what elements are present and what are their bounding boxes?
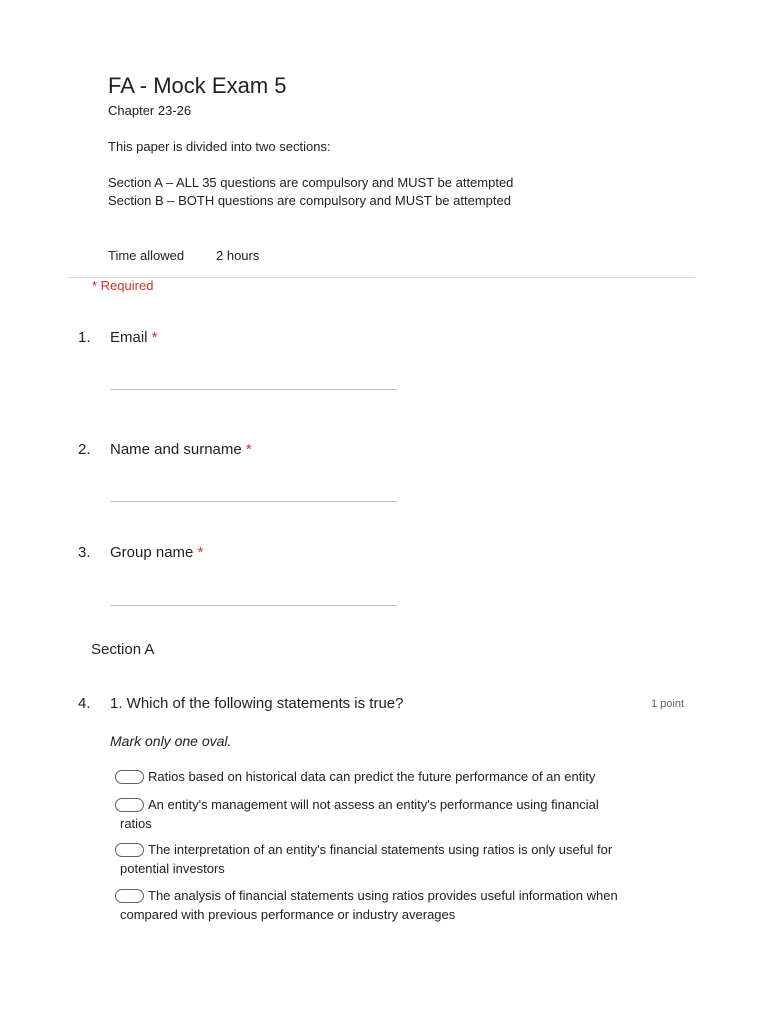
header-divider xyxy=(68,277,695,278)
required-star: * xyxy=(151,329,158,346)
question-label-text: Name and surname xyxy=(110,441,242,458)
question-label-text: Group name xyxy=(110,544,194,561)
option-item[interactable] xyxy=(115,796,675,833)
required-star: * xyxy=(197,544,204,561)
option-item[interactable] xyxy=(115,887,675,924)
question-label-name xyxy=(110,441,252,458)
form-title: FA - Mock Exam 5 xyxy=(108,73,287,98)
question-number-2: 2. xyxy=(78,441,91,458)
form-subtitle: Chapter 23-26 xyxy=(108,103,192,118)
option-text: The analysis of financial statements using ratios provides useful information when xyxy=(148,888,618,903)
radio-oval[interactable] xyxy=(115,889,144,903)
points-label: 1 point xyxy=(650,698,684,710)
option-text: An entity's management will not assess an entity's performance using financial xyxy=(148,797,599,812)
question-number-1: 1. xyxy=(78,329,91,346)
option-text: The interpretation of an entity's financial statements using ratios is only useful for xyxy=(148,842,613,857)
time-allowed-label: Time allowed xyxy=(108,248,185,263)
option-text-continued: ratios xyxy=(120,815,152,831)
radio-oval[interactable] xyxy=(115,843,144,857)
instruction-text: Mark only one oval. xyxy=(110,733,232,749)
question-label-mcq: 1. Which of the following statements is true? xyxy=(110,695,404,712)
radio-oval[interactable] xyxy=(115,798,144,812)
required-note: * Required xyxy=(92,278,154,293)
option-text: Ratios based on historical data can predict the future performance of an entity xyxy=(148,769,596,784)
question-label-email xyxy=(110,329,158,346)
group-name-field[interactable] xyxy=(110,592,397,606)
question-number-3: 3. xyxy=(78,544,91,561)
option-text-continued: potential investors xyxy=(120,860,225,876)
option-text-continued: compared with previous performance or industry averages xyxy=(120,906,456,922)
option-item[interactable] xyxy=(115,841,675,878)
question-number-4: 4. xyxy=(78,695,91,712)
time-allowed-value: 2 hours xyxy=(216,248,260,263)
section-title: Section A xyxy=(91,641,155,658)
radio-oval[interactable] xyxy=(115,770,144,784)
email-field[interactable] xyxy=(110,376,397,390)
name-field[interactable] xyxy=(110,488,397,502)
form-intro: This paper is divided into two sections: xyxy=(108,139,331,154)
section-a-rule: Section A – ALL 35 questions are compulsory and MUST be attempted xyxy=(108,175,514,190)
question-label-text: Email xyxy=(110,329,148,346)
option-item[interactable] xyxy=(115,768,675,787)
required-star: * xyxy=(245,441,252,458)
question-label-group xyxy=(110,544,203,561)
section-b-rule: Section B – BOTH questions are compulsory and MUST be attempted xyxy=(108,193,511,208)
